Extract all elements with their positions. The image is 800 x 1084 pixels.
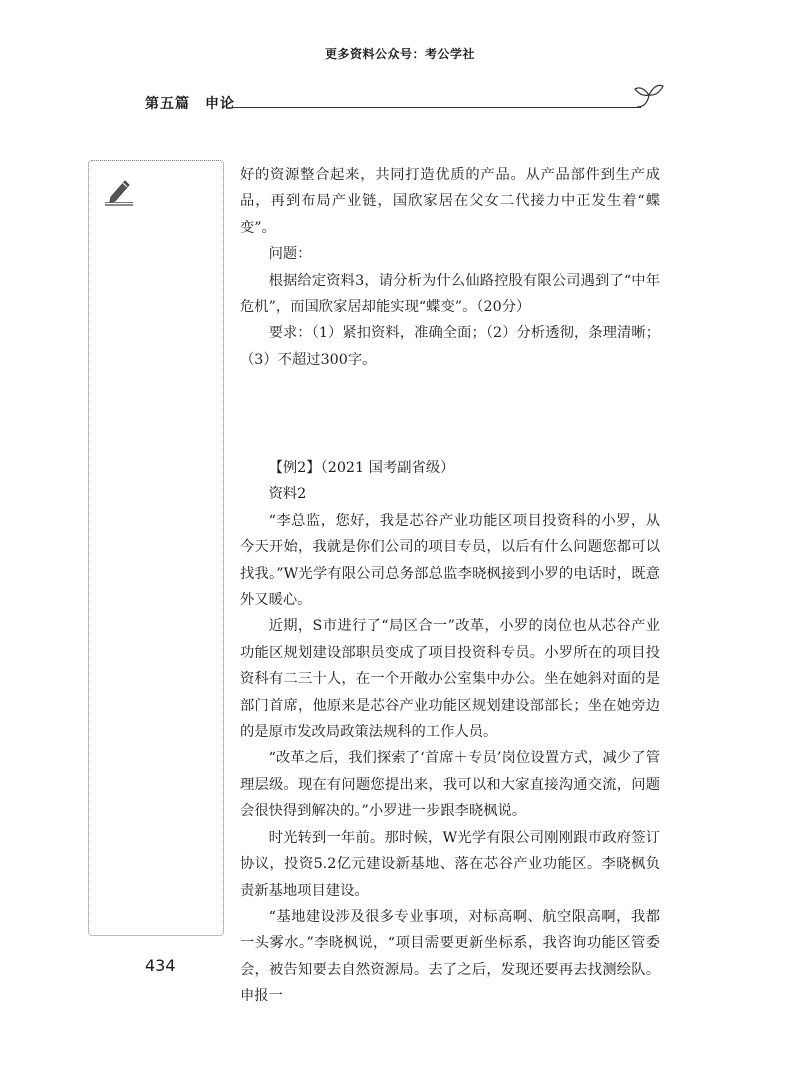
material-label: 资料2 — [268, 486, 307, 503]
note-sidebar — [88, 160, 224, 936]
question-label: 问题： — [268, 246, 312, 263]
material-text: 好的资源整合起来，共同打造优质的产品。从产品部件到生产成品，再到布局产业链，国欣家居在父女二代接力中正发生着“蝶变”。 — [240, 167, 660, 236]
example-block — [240, 455, 660, 1010]
paragraph: 近期，S市进行了“局区合一”改革，小罗的岗位也从芯谷产业功能区规划建设部职员变成了项目投资科专员。小罗所在的项目投资科有二三十人，在一个开敞办公室集中办公。坐在她斜对面的是部门首席，他原来是芯谷产业功能区规划建设部部长；坐在她旁边的是原市发改局政策法规科的工作人员。 — [240, 618, 660, 741]
sprout-icon — [633, 81, 665, 109]
header-rule — [233, 107, 641, 108]
paragraph: 时光转到一年前。那时候，W光学有限公司刚刚跟市政府签订协议，投资5.2亿元建设新基地、落在芯谷产业功能区。李晓枫负责新基地项目建设。 — [240, 829, 660, 899]
page-number: 434 — [145, 956, 176, 975]
top-banner: 更多资料公众号：考公学社 — [324, 47, 475, 61]
example-label: 【例2】（2021 国考副省级） — [268, 460, 455, 476]
paragraph: “基地建设涉及很多专业事项，对标高啊、航空限高啊，我都一头雾水。”李晓枫说，“项目需要更新坐标系，我咨询功能区管委会，被告知要去自然资源局。去了之后，发现还要再去找测绘队。申报一 — [240, 908, 660, 1005]
paragraph: “改革之后，我们探索了‘首席＋专员’岗位设置方式，减少了管理层级。现在有问题您提出来，我可以和大家直接沟通交流，问题会很快得到解决的。”小罗进一步跟李晓枫说。 — [240, 750, 660, 820]
chapter-header — [145, 93, 665, 113]
question-text: 根据给定资料3，请分析为什么仙路控股有限公司遇到了“中年危机”，而国欣家居却能实现“蝶变”。（20分） — [240, 272, 660, 316]
paragraph: “李总监，您好，我是芯谷产业功能区项目投资科的小罗，从今天开始，我就是你们公司的项目专员，以后有什么问题您都可以找我。”W光学有限公司总务部总监李晓枫接到小罗的电话时，既意外又暖心。 — [240, 512, 660, 609]
pencil-icon — [105, 177, 133, 207]
requirements-text: 要求：（1）紧扣资料，准确全面；（2）分析透彻，条理清晰；（3）不超过300字。 — [240, 325, 660, 368]
chapter-title: 第五篇 申论 — [145, 96, 235, 112]
question-block — [240, 162, 660, 373]
